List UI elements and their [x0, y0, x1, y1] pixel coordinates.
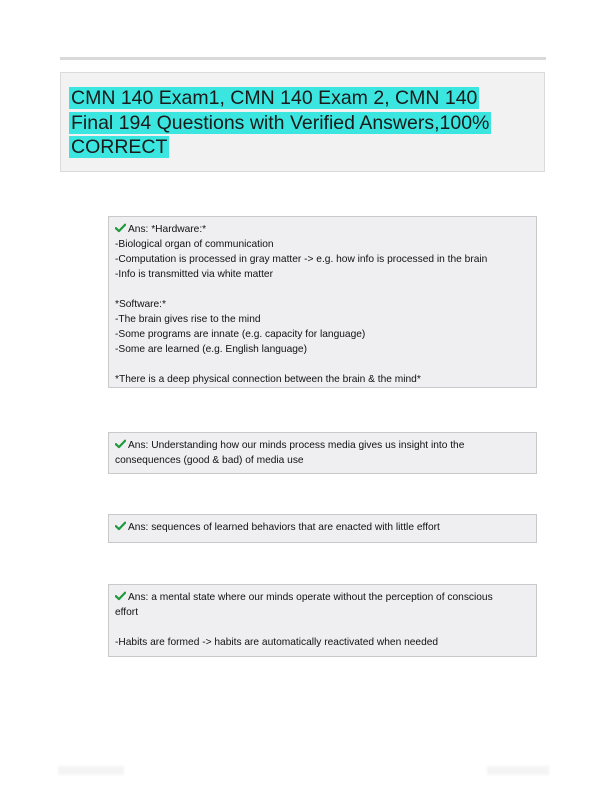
answer-line: [115, 590, 530, 605]
answer-line: [115, 357, 530, 372]
answer-line: -The brain gives rise to the mind: [115, 314, 261, 325]
answer-text: Ans: sequences of learned behaviors that are enacted with little effort: [128, 522, 440, 533]
answer-box-4: [108, 584, 537, 657]
answer-line: consequences (good & bad) of media use: [115, 455, 304, 466]
footer-watermark-right: [487, 766, 549, 775]
answer-line: [115, 222, 530, 237]
answer-text: Ans: *Hardware:*: [128, 224, 207, 235]
answer-line: -Biological organ of communication: [115, 239, 274, 250]
answer-line: [115, 438, 530, 453]
check-icon: [115, 439, 126, 449]
answer-line: [115, 520, 530, 535]
answer-line: [115, 620, 530, 635]
answer-text: Ans: Understanding how our minds process media gives us insight into the: [128, 440, 465, 451]
check-icon: [115, 591, 126, 601]
title-line-1: CMN 140 Exam1, CMN 140 Exam 2, CMN 140: [71, 87, 478, 109]
answer-line: -Habits are formed -> habits are automatically reactivated when needed: [115, 637, 439, 648]
answer-line: -Info is transmitted via white matter: [115, 269, 273, 280]
document-title: [69, 86, 539, 160]
answer-line: -Some are learned (e.g. English language): [115, 344, 307, 355]
answer-line: [115, 282, 530, 297]
header-divider: [60, 57, 546, 60]
check-icon: [115, 223, 126, 233]
answer-box-2: [108, 432, 537, 474]
answer-line: -Some programs are innate (e.g. capacity for language): [115, 329, 366, 340]
answer-box-3: [108, 514, 537, 543]
answer-line: -Computation is processed in gray matter -> e.g. how info is processed in the brain: [115, 254, 488, 265]
answer-text: Ans: a mental state where our minds operate without the perception of conscious: [128, 592, 493, 603]
footer-watermark-left: [58, 766, 124, 775]
answer-line: effort: [115, 607, 139, 618]
title-line-3: CORRECT: [71, 136, 168, 158]
check-icon: [115, 521, 126, 531]
answer-line: *There is a deep physical connection between the brain & the mind*: [115, 374, 421, 385]
answer-line: *Software:*: [115, 299, 166, 310]
answer-box-1: [108, 216, 537, 388]
title-line-2: Final 194 Questions with Verified Answers,100%: [71, 111, 490, 134]
